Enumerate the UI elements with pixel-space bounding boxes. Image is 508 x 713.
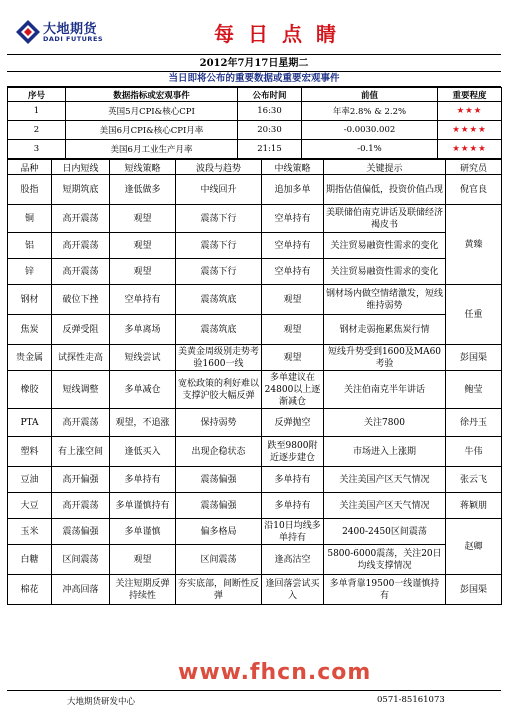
report-title: 每日点睛 bbox=[214, 22, 350, 46]
strategy-col-header: 关键提示 bbox=[324, 160, 446, 175]
commodity: 股指 bbox=[8, 175, 52, 205]
event-importance: ★★★★ bbox=[438, 121, 502, 140]
strategy-col-header: 研究员 bbox=[446, 160, 502, 175]
footer-phone: 0571-85161073 bbox=[377, 695, 445, 705]
medium-term-strategy: 空单持有 bbox=[262, 259, 324, 285]
medium-term-strategy: 空单持有 bbox=[262, 205, 324, 233]
logo-text: 大地期货 bbox=[43, 22, 98, 37]
company-logo bbox=[15, 15, 125, 49]
medium-term-strategy: 追加多单 bbox=[262, 175, 324, 205]
swing-trend: 区间震荡 bbox=[176, 545, 262, 575]
researcher: 任重 bbox=[446, 285, 502, 345]
event-name: 美国6月工业生产月率 bbox=[66, 140, 238, 159]
intraday-trend: 高开震荡 bbox=[52, 205, 110, 233]
commodity: 锌 bbox=[8, 259, 52, 285]
key-note: 短线升势受到1600及MA60考验 bbox=[324, 345, 446, 371]
short-term-strategy: 多单谨慎 bbox=[110, 519, 176, 545]
medium-term-strategy: 反弹抛空 bbox=[262, 409, 324, 437]
strategy-col-header: 日内短线 bbox=[52, 160, 110, 175]
events-col-header: 公布时间 bbox=[238, 88, 302, 102]
medium-term-strategy: 多单持有 bbox=[262, 493, 324, 519]
short-term-strategy: 多单持有 bbox=[110, 467, 176, 493]
key-note: 关注贸易融资性需求的变化 bbox=[324, 259, 446, 285]
strategy-row bbox=[8, 493, 502, 519]
strategy-row bbox=[8, 345, 502, 371]
commodity: 贵金属 bbox=[8, 345, 52, 371]
key-note: 关注7800 bbox=[324, 409, 446, 437]
commodity: 白糖 bbox=[8, 545, 52, 575]
events-col-header: 序号 bbox=[8, 88, 66, 102]
intraday-trend: 高开震荡 bbox=[52, 409, 110, 437]
medium-term-strategy: 跌至9800附近逐步建仓 bbox=[262, 437, 324, 467]
intraday-trend: 高开震荡 bbox=[52, 259, 110, 285]
key-note: 市场进入上涨期 bbox=[324, 437, 446, 467]
event-row bbox=[8, 121, 502, 140]
swing-trend: 夯实底部，间断性反弹 bbox=[176, 575, 262, 605]
commodity: 橡胶 bbox=[8, 371, 52, 409]
event-importance: ★★★★ bbox=[438, 140, 502, 159]
event-row bbox=[8, 140, 502, 159]
researcher: 张云飞 bbox=[446, 467, 502, 493]
report-header bbox=[7, 4, 501, 55]
commodity: 铜 bbox=[8, 205, 52, 233]
medium-term-strategy: 观望 bbox=[262, 315, 324, 345]
medium-term-strategy: 观望 bbox=[262, 345, 324, 371]
swing-trend: 宽松政策的利好难以支撑沪胶大幅反弹 bbox=[176, 371, 262, 409]
commodity: PTA bbox=[8, 409, 52, 437]
logo-subtext: DADI FUTURES bbox=[43, 35, 104, 43]
strategy-col-header: 短线策略 bbox=[110, 160, 176, 175]
researcher: 黄臻 bbox=[446, 205, 502, 285]
short-term-strategy: 关注短期反弹持续性 bbox=[110, 575, 176, 605]
event-name: 英国5月CPI&核心CPI bbox=[66, 102, 238, 121]
event-number: 2 bbox=[8, 121, 66, 140]
researcher: 蒋颖朋 bbox=[446, 493, 502, 519]
event-number: 3 bbox=[8, 140, 66, 159]
researcher: 牛伟 bbox=[446, 437, 502, 467]
report-page bbox=[7, 4, 501, 605]
strategy-row bbox=[8, 205, 502, 233]
event-previous-value: -0.1% bbox=[302, 140, 438, 159]
events-table bbox=[7, 87, 502, 159]
researcher: 彭国渠 bbox=[446, 575, 502, 605]
strategy-row bbox=[8, 285, 502, 315]
commodity: 塑料 bbox=[8, 437, 52, 467]
strategy-col-header: 波段与趋势 bbox=[176, 160, 262, 175]
researcher: 赵卿 bbox=[446, 519, 502, 575]
commodity: 棉花 bbox=[8, 575, 52, 605]
intraday-trend: 试探性走高 bbox=[52, 345, 110, 371]
commodity: 铝 bbox=[8, 233, 52, 259]
swing-trend: 震荡筑底 bbox=[176, 315, 262, 345]
swing-trend: 美黄金周级别走势考验1600一线 bbox=[176, 345, 262, 371]
intraday-trend: 破位下挫 bbox=[52, 285, 110, 315]
swing-trend: 震荡下行 bbox=[176, 205, 262, 233]
swing-trend: 偏多格局 bbox=[176, 519, 262, 545]
intraday-trend: 高开震荡 bbox=[52, 493, 110, 519]
events-section-title: 当日即将公布的重要数据或重要宏观事件 bbox=[7, 72, 501, 87]
intraday-trend: 冲高回落 bbox=[52, 575, 110, 605]
strategy-row bbox=[8, 233, 502, 259]
researcher: 鲍莹 bbox=[446, 371, 502, 409]
strategy-row bbox=[8, 175, 502, 205]
short-term-strategy: 短线尝试 bbox=[110, 345, 176, 371]
event-time: 21:15 bbox=[238, 140, 302, 159]
medium-term-strategy: 逢回落尝试买入 bbox=[262, 575, 324, 605]
key-note: 2400-2450区间震荡 bbox=[324, 519, 446, 545]
medium-term-strategy: 逢高沽空 bbox=[262, 545, 324, 575]
commodity: 钢材 bbox=[8, 285, 52, 315]
strategy-col-header: 中线策略 bbox=[262, 160, 324, 175]
medium-term-strategy: 沿10日均线多单持有 bbox=[262, 519, 324, 545]
researcher: 倪官良 bbox=[446, 175, 502, 205]
commodity: 焦炭 bbox=[8, 315, 52, 345]
key-note: 钢材场内做空情绪激发，短线维持弱势 bbox=[324, 285, 446, 315]
short-term-strategy: 逢低做多 bbox=[110, 175, 176, 205]
event-row bbox=[8, 102, 502, 121]
short-term-strategy: 观望 bbox=[110, 233, 176, 259]
short-term-strategy: 逢低买入 bbox=[110, 437, 176, 467]
intraday-trend: 震荡偏强 bbox=[52, 519, 110, 545]
swing-trend: 震荡下行 bbox=[176, 233, 262, 259]
strategy-row bbox=[8, 467, 502, 493]
swing-trend: 保持弱势 bbox=[176, 409, 262, 437]
medium-term-strategy: 观望 bbox=[262, 285, 324, 315]
intraday-trend: 反弹受阻 bbox=[52, 315, 110, 345]
report-footer bbox=[7, 690, 501, 709]
medium-term-strategy: 多单建议在24800以上逐渐减仓 bbox=[262, 371, 324, 409]
swing-trend: 出现企稳状态 bbox=[176, 437, 262, 467]
event-previous-value: -0.0030.002 bbox=[302, 121, 438, 140]
key-note: 钢材走弱拖累焦炭行情 bbox=[324, 315, 446, 345]
strategy-row bbox=[8, 575, 502, 605]
events-col-header: 重要程度 bbox=[438, 88, 502, 102]
strategy-row bbox=[8, 315, 502, 345]
short-term-strategy: 空单持有 bbox=[110, 285, 176, 315]
events-col-header: 数据指标或宏观事件 bbox=[66, 88, 238, 102]
swing-trend: 中线回升 bbox=[176, 175, 262, 205]
footer-org: 大地期货研发中心 bbox=[67, 697, 136, 707]
short-term-strategy: 观望 bbox=[110, 545, 176, 575]
intraday-trend: 高开震荡 bbox=[52, 233, 110, 259]
strategy-row bbox=[8, 519, 502, 545]
intraday-trend: 区间震荡 bbox=[52, 545, 110, 575]
strategy-col-header: 品种 bbox=[8, 160, 52, 175]
event-time: 20:30 bbox=[238, 121, 302, 140]
short-term-strategy: 观望，不追涨 bbox=[110, 409, 176, 437]
key-note: 关注美国产区天气情况 bbox=[324, 493, 446, 519]
event-previous-value: 年率2.8% & 2.2% bbox=[302, 102, 438, 121]
key-note: 期指估值偏低，投资价值凸现 bbox=[324, 175, 446, 205]
key-note: 美联储伯南克讲话及联储经济褐皮书 bbox=[324, 205, 446, 233]
commodity: 豆油 bbox=[8, 467, 52, 493]
swing-trend: 震荡偏强 bbox=[176, 493, 262, 519]
events-header-row bbox=[8, 88, 502, 102]
watermark: www.fhcn.com bbox=[178, 660, 372, 685]
short-term-strategy: 多单减仓 bbox=[110, 371, 176, 409]
medium-term-strategy: 空单持有 bbox=[262, 233, 324, 259]
researcher: 彭国渠 bbox=[446, 345, 502, 371]
intraday-trend: 短期筑底 bbox=[52, 175, 110, 205]
strategy-row bbox=[8, 259, 502, 285]
short-term-strategy: 多单离场 bbox=[110, 315, 176, 345]
logo-mark-icon bbox=[15, 19, 41, 45]
researcher: 徐丹玉 bbox=[446, 409, 502, 437]
strategy-row bbox=[8, 409, 502, 437]
strategy-row bbox=[8, 545, 502, 575]
medium-term-strategy: 多单持有 bbox=[262, 467, 324, 493]
intraday-trend: 高开偏强 bbox=[52, 467, 110, 493]
key-note: 多单背靠19500一线谨慎持有 bbox=[324, 575, 446, 605]
commodity: 大豆 bbox=[8, 493, 52, 519]
commodity: 玉米 bbox=[8, 519, 52, 545]
strategy-row bbox=[8, 437, 502, 467]
swing-trend: 震荡筑底 bbox=[176, 285, 262, 315]
report-date: 2012年7月17日星期二 bbox=[7, 57, 501, 72]
strategy-table bbox=[7, 159, 502, 605]
events-col-header: 前值 bbox=[302, 88, 438, 102]
strategy-header-row bbox=[8, 160, 502, 175]
event-number: 1 bbox=[8, 102, 66, 121]
intraday-trend: 短线调整 bbox=[52, 371, 110, 409]
strategy-row bbox=[8, 371, 502, 409]
key-note: 关注伯南克半年讲话 bbox=[324, 371, 446, 409]
swing-trend: 震荡偏强 bbox=[176, 467, 262, 493]
short-term-strategy: 观望 bbox=[110, 205, 176, 233]
swing-trend: 震荡下行 bbox=[176, 259, 262, 285]
key-note: 关注贸易融资性需求的变化 bbox=[324, 233, 446, 259]
short-term-strategy: 观望 bbox=[110, 259, 176, 285]
key-note: 5800-6000震荡，关注20日均线支撑情况 bbox=[324, 545, 446, 575]
intraday-trend: 有上涨空间 bbox=[52, 437, 110, 467]
key-note: 关注美国产区天气情况 bbox=[324, 467, 446, 493]
event-importance: ★★★ bbox=[438, 102, 502, 121]
event-name: 美国6月CPI&核心CPI月率 bbox=[66, 121, 238, 140]
short-term-strategy: 多单谨慎持有 bbox=[110, 493, 176, 519]
event-time: 16:30 bbox=[238, 102, 302, 121]
